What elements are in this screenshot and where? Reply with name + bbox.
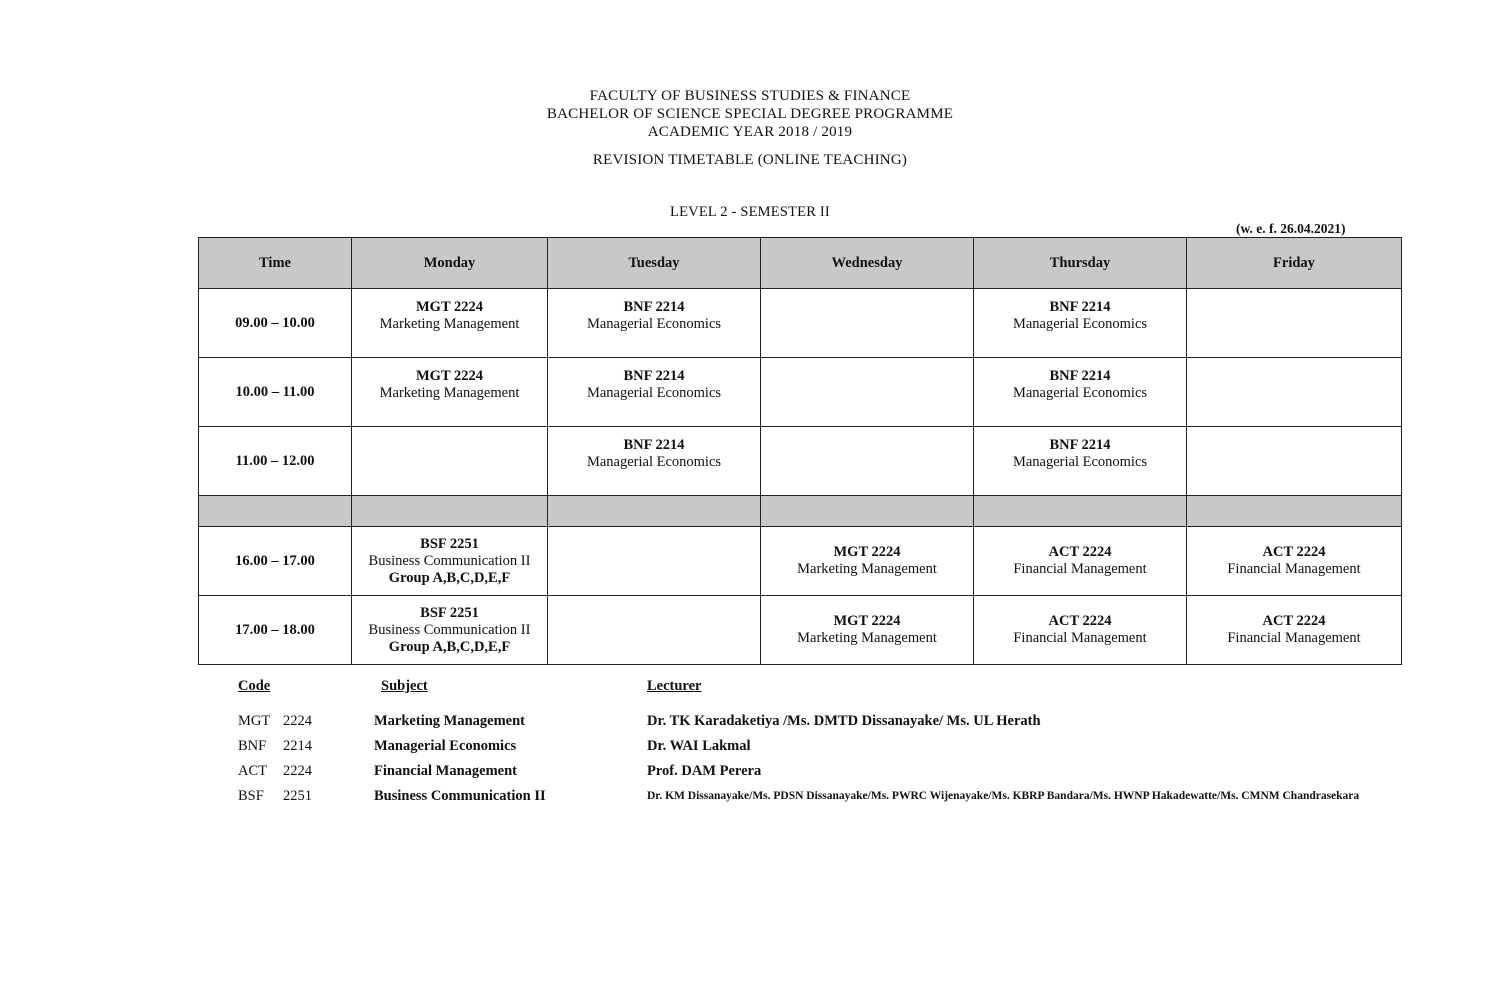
slot-thursday	[974, 289, 1187, 358]
break-cell	[199, 496, 352, 527]
slot-friday	[1187, 358, 1402, 427]
class-entry	[974, 299, 1186, 333]
col-header-monday: Monday	[352, 238, 548, 289]
legend-row	[0, 763, 1500, 783]
time-cell: 11.00 – 12.00	[199, 427, 352, 496]
course-code: BNF 2214	[1049, 299, 1111, 315]
legend-code-prefix: BSF	[238, 788, 264, 804]
col-header-tuesday: Tuesday	[548, 238, 761, 289]
slot-monday	[352, 527, 548, 596]
legend-lecturer: Dr. WAI Lakmal	[647, 738, 751, 754]
timetable	[198, 237, 1402, 665]
slot-tuesday	[548, 358, 761, 427]
legend-subject: Business Communication II	[374, 788, 546, 804]
class-entry	[548, 368, 760, 402]
course-code: BNF 2214	[1049, 368, 1111, 384]
legend-header-subject: Subject	[381, 678, 428, 694]
slot-friday	[1187, 527, 1402, 596]
course-code: MGT 2224	[833, 544, 901, 560]
class-entry	[974, 544, 1186, 578]
course-code: BNF 2214	[623, 299, 685, 315]
slot-monday	[352, 358, 548, 427]
slot-thursday	[974, 596, 1187, 665]
programme-title: BACHELOR OF SCIENCE SPECIAL DEGREE PROGRAMME	[546, 106, 954, 122]
slot-wednesday	[761, 289, 974, 358]
course-code: ACT 2224	[1262, 544, 1326, 560]
table-row	[199, 358, 1402, 427]
class-entry	[548, 299, 760, 333]
col-header-time: Time	[199, 238, 352, 289]
course-subject: Managerial Economics	[1012, 454, 1148, 470]
legend-subject: Financial Management	[374, 763, 517, 779]
course-code: BSF 2251	[420, 604, 479, 621]
slot-tuesday	[548, 289, 761, 358]
legend-row	[0, 713, 1500, 733]
class-entry	[974, 368, 1186, 402]
course-group: Group A,B,C,D,E,F	[388, 638, 511, 655]
course-code: BNF 2214	[623, 368, 685, 384]
slot-wednesday	[761, 358, 974, 427]
header-row	[199, 238, 1402, 289]
slot-friday	[1187, 427, 1402, 496]
slot-tuesday	[548, 596, 761, 665]
table-row	[199, 289, 1402, 358]
table-row	[199, 427, 1402, 496]
course-code: BSF 2251	[420, 535, 479, 552]
class-entry	[974, 613, 1186, 647]
table-row	[199, 596, 1402, 665]
legend-code-prefix: MGT	[238, 713, 271, 729]
course-code: BNF 2214	[623, 437, 685, 453]
legend-row	[0, 738, 1500, 758]
slot-tuesday	[548, 427, 761, 496]
legend-code-number: 2251	[283, 788, 312, 804]
course-subject: Financial Management	[1227, 630, 1361, 646]
legend-code-prefix: BNF	[238, 738, 267, 754]
course-subject: Marketing Management	[797, 561, 937, 577]
course-subject: Managerial Economics	[586, 316, 722, 332]
slot-monday	[352, 289, 548, 358]
legend-code-number: 2224	[283, 713, 312, 729]
effective-date: (w. e. f. 26.04.2021)	[1236, 221, 1346, 236]
course-subject: Financial Management	[1227, 561, 1361, 577]
course-subject: Managerial Economics	[1012, 316, 1148, 332]
break-cell	[352, 496, 548, 527]
legend-subject: Managerial Economics	[374, 738, 517, 754]
class-entry	[761, 613, 973, 647]
col-header-wednesday: Wednesday	[761, 238, 974, 289]
time-cell: 10.00 – 11.00	[199, 358, 352, 427]
slot-monday	[352, 596, 548, 665]
legend-lecturer: Dr. TK Karadaketiya /Ms. DMTD Dissanayake/ Ms. UL Herath	[647, 713, 1041, 729]
break-cell	[1187, 496, 1402, 527]
course-group: Group A,B,C,D,E,F	[388, 569, 511, 586]
course-subject: Financial Management	[1013, 630, 1147, 646]
class-entry	[974, 437, 1186, 471]
class-entry	[352, 536, 547, 587]
course-subject: Business Communication II	[368, 552, 531, 569]
slot-thursday	[974, 358, 1187, 427]
legend-code-prefix: ACT	[238, 763, 267, 779]
faculty-title: FACULTY OF BUSINESS STUDIES & FINANCE	[589, 88, 911, 104]
table-row	[199, 527, 1402, 596]
slot-friday	[1187, 289, 1402, 358]
slot-thursday	[974, 427, 1187, 496]
class-entry	[352, 605, 547, 656]
legend-lecturer: Prof. DAM Perera	[647, 763, 762, 779]
col-header-thursday: Thursday	[974, 238, 1187, 289]
class-entry	[761, 544, 973, 578]
legend-lecturer: Dr. KM Dissanayake/Ms. PDSN Dissanayake/Ms. PWRC Wijenayake/Ms. KBRP Bandara/Ms. HWNP Hakadewatte/Ms. CMNM Chandrasekara	[647, 790, 1360, 802]
course-code: MGT 2224	[833, 613, 901, 629]
time-cell: 16.00 – 17.00	[199, 527, 352, 596]
course-subject: Financial Management	[1013, 561, 1147, 577]
slot-friday	[1187, 596, 1402, 665]
time-cell: 17.00 – 18.00	[199, 596, 352, 665]
break-row	[199, 496, 1402, 527]
course-code: BNF 2214	[1049, 437, 1111, 453]
class-entry	[352, 299, 547, 333]
legend-code-number: 2214	[283, 738, 312, 754]
class-entry	[1187, 613, 1401, 647]
course-subject: Managerial Economics	[1012, 385, 1148, 401]
academic-year: ACADEMIC YEAR 2018 / 2019	[647, 124, 853, 140]
time-cell: 09.00 – 10.00	[199, 289, 352, 358]
course-code: MGT 2224	[416, 299, 483, 315]
legend-code-number: 2224	[283, 763, 312, 779]
legend-header-code: Code	[238, 678, 271, 694]
slot-wednesday	[761, 596, 974, 665]
slot-monday	[352, 427, 548, 496]
class-entry	[352, 368, 547, 402]
class-entry	[1187, 544, 1401, 578]
slot-wednesday	[761, 427, 974, 496]
course-subject: Managerial Economics	[586, 385, 722, 401]
slot-wednesday	[761, 527, 974, 596]
course-subject: Marketing Management	[379, 316, 520, 332]
course-code: MGT 2224	[416, 368, 483, 384]
level-semester: LEVEL 2 - SEMESTER II	[670, 204, 830, 220]
break-cell	[548, 496, 761, 527]
break-cell	[761, 496, 974, 527]
timetable-title: REVISION TIMETABLE (ONLINE TEACHING)	[592, 152, 908, 168]
legend-header-lecturer: Lecturer	[647, 678, 702, 694]
slot-thursday	[974, 527, 1187, 596]
class-entry	[548, 437, 760, 471]
course-subject: Marketing Management	[379, 385, 520, 401]
course-code: ACT 2224	[1262, 613, 1326, 629]
break-cell	[974, 496, 1187, 527]
slot-tuesday	[548, 527, 761, 596]
course-code: ACT 2224	[1048, 613, 1112, 629]
course-subject: Managerial Economics	[586, 454, 722, 470]
col-header-friday: Friday	[1187, 238, 1402, 289]
legend-subject: Marketing Management	[374, 713, 526, 729]
course-subject: Business Communication II	[368, 621, 531, 638]
course-code: ACT 2224	[1048, 544, 1112, 560]
course-subject: Marketing Management	[797, 630, 937, 646]
legend-row	[0, 788, 1500, 808]
